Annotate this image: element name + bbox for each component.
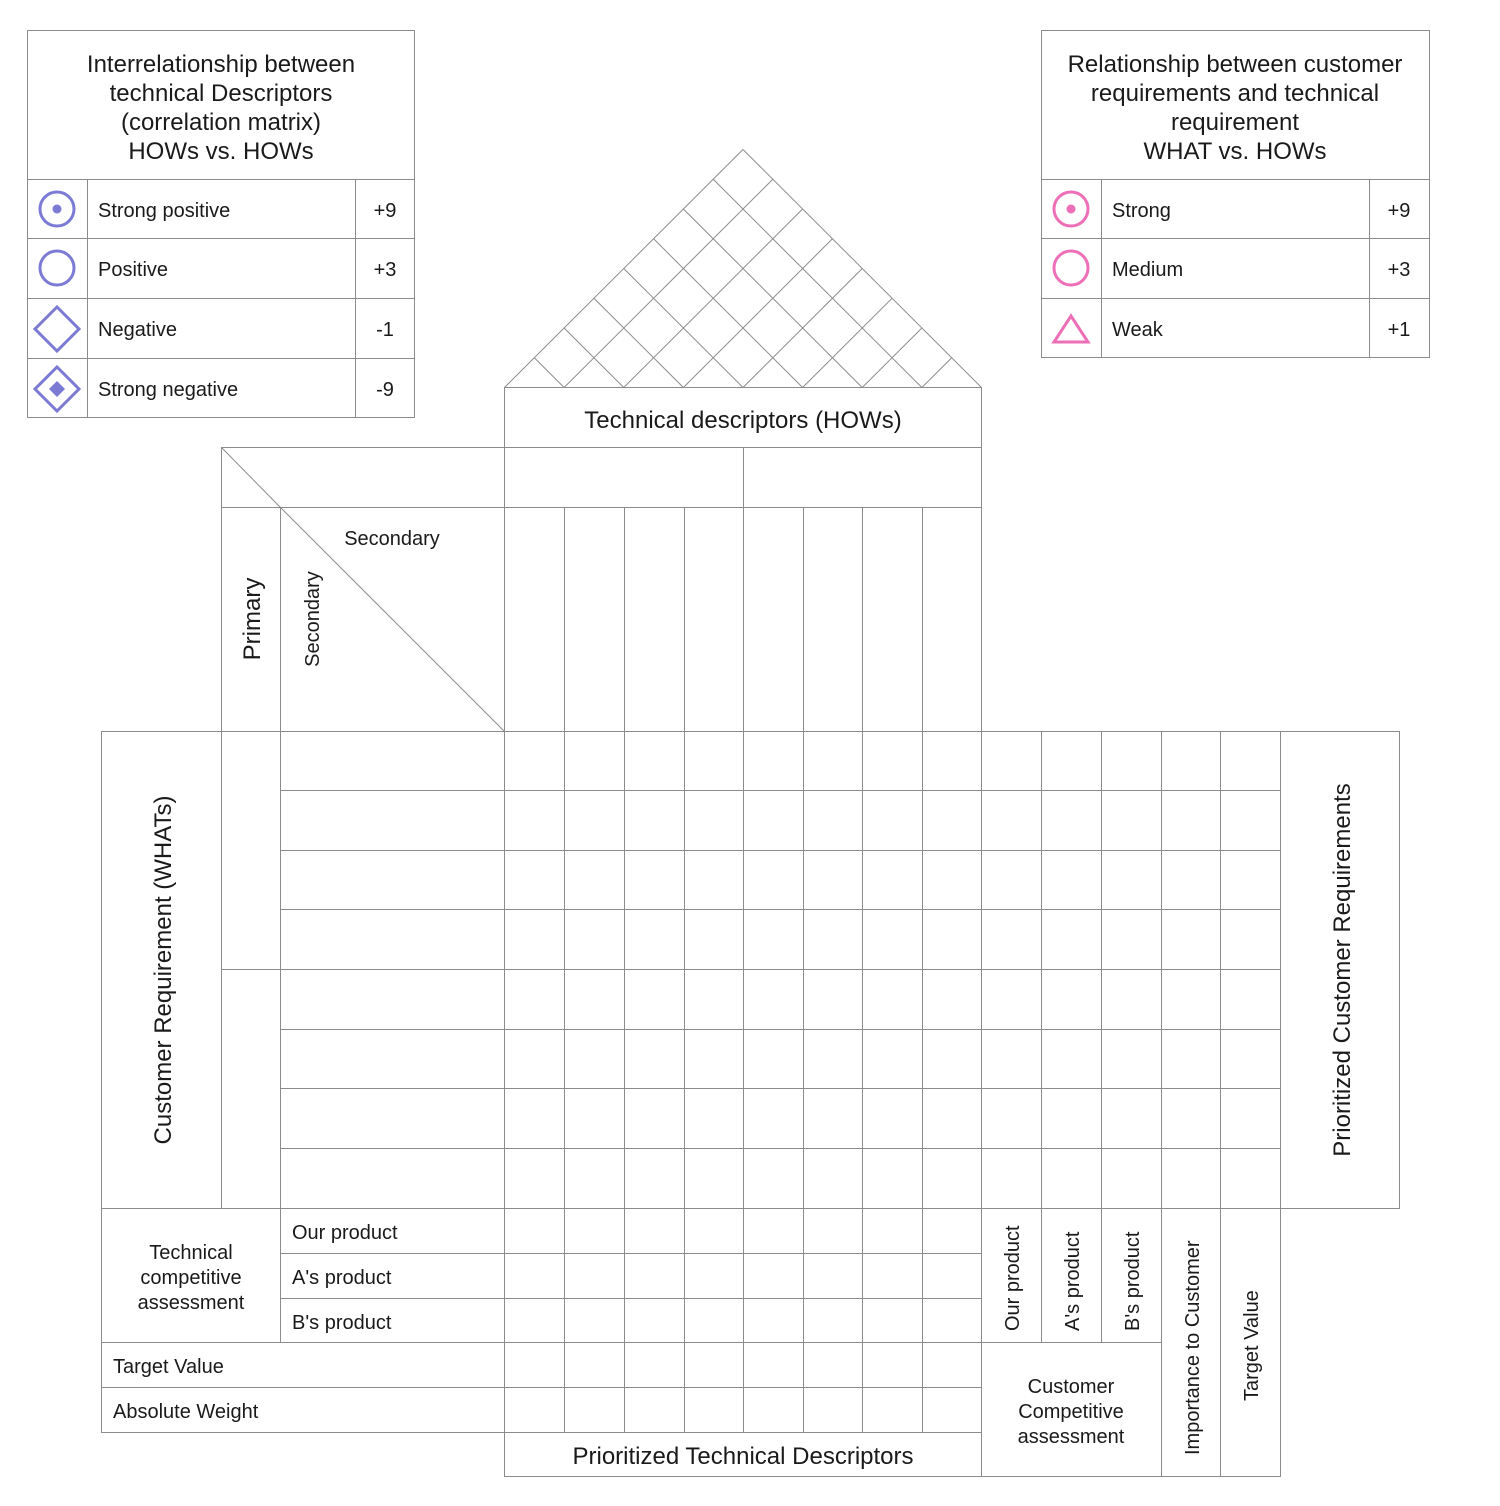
relationship-legend-title-line-1: Relationship between customer [1067, 51, 1403, 78]
right-target-value-label: Target Value [1241, 1290, 1263, 1401]
roof-line [534, 358, 564, 388]
correlation-legend-title-line-3: (correlation matrix) [120, 109, 322, 136]
diamond-dot-icon [35, 367, 79, 411]
circle-icon [1054, 251, 1088, 285]
correlation-legend-title-line-1: Interrelationship between [86, 51, 356, 78]
legend-value-strong-negative: -9 [376, 379, 394, 401]
our-product-label: Our product [292, 1222, 398, 1244]
roof-line [922, 358, 952, 388]
relationship-legend-title-line-3: requirement [1170, 109, 1300, 136]
prioritized-technical-descriptors-label: Prioritized Technical Descriptors [572, 1443, 914, 1470]
technical-competitive-label-line-3: assessment [137, 1292, 245, 1314]
absolute-weight-label: Absolute Weight [113, 1401, 259, 1423]
legend-label-negative: Negative [98, 319, 177, 341]
legend-label-weak: Weak [1112, 319, 1163, 341]
legend-label-positive: Positive [98, 259, 169, 281]
roof-line [803, 298, 892, 387]
legend-label-strong-negative: Strong negative [98, 379, 239, 401]
roof-line [564, 179, 773, 387]
legend-value-medium: +3 [1387, 259, 1411, 281]
roof-line [683, 239, 832, 388]
secondary-label-side: Secondary [302, 571, 324, 667]
importance-to-customer-label: Importance to Customer [1182, 1240, 1204, 1455]
a-product-label: A's product [292, 1267, 392, 1289]
right-a-product-label: A's product [1062, 1231, 1084, 1331]
legend-value-negative: -1 [376, 319, 394, 341]
right-our-product-label: Our product [1002, 1225, 1024, 1331]
relationship-legend-title-line-2: requirements and technical [1090, 80, 1380, 107]
technical-descriptors-label: Technical descriptors (HOWs) [584, 407, 902, 434]
diamond-icon [35, 307, 79, 351]
customer-competitive-label-line-1: Customer [1027, 1376, 1115, 1398]
correlation-legend-title-line-4: HOWs vs. HOWs [128, 138, 314, 165]
circle-dot-icon [40, 192, 74, 226]
roof-line [713, 179, 922, 387]
legend-value-strong: +9 [1387, 200, 1411, 222]
primary-label: Primary [239, 577, 266, 661]
relationship-legend-title-line-4: WHAT vs. HOWs [1143, 138, 1327, 165]
correlation-legend [28, 31, 415, 418]
customer-requirement-label: Customer Requirement (WHATs) [150, 795, 177, 1145]
b-product-label: B's product [292, 1312, 392, 1334]
legend-label-strong: Strong [1112, 200, 1171, 222]
roof-line [594, 298, 683, 387]
roof-line [654, 239, 803, 388]
correlation-legend-title-line-2: technical Descriptors [109, 80, 333, 107]
technical-competitive-label-line-2: competitive [140, 1267, 242, 1289]
customer-competitive-label-line-3: assessment [1017, 1426, 1125, 1448]
customer-competitive-label-line-2: Competitive [1018, 1401, 1124, 1423]
right-b-product-label: B's product [1122, 1231, 1144, 1331]
legend-label-medium: Medium [1112, 259, 1184, 281]
circle-icon [40, 251, 74, 285]
target-value-label: Target Value [113, 1356, 224, 1378]
secondary-label-top: Secondary [344, 528, 440, 550]
legend-value-strong-positive: +9 [373, 200, 397, 222]
prioritized-customer-requirements-label: Prioritized Customer Requirements [1329, 783, 1356, 1157]
legend-value-positive: +3 [373, 259, 397, 281]
relationship-legend [1042, 31, 1430, 358]
correlation-roof [505, 150, 982, 388]
technical-competitive-label-line-1: Technical [149, 1242, 233, 1264]
legend-label-strong-positive: Strong positive [98, 200, 231, 222]
circle-dot-icon [1054, 192, 1088, 226]
legend-value-weak: +1 [1387, 319, 1411, 341]
triangle-icon [1054, 316, 1088, 342]
